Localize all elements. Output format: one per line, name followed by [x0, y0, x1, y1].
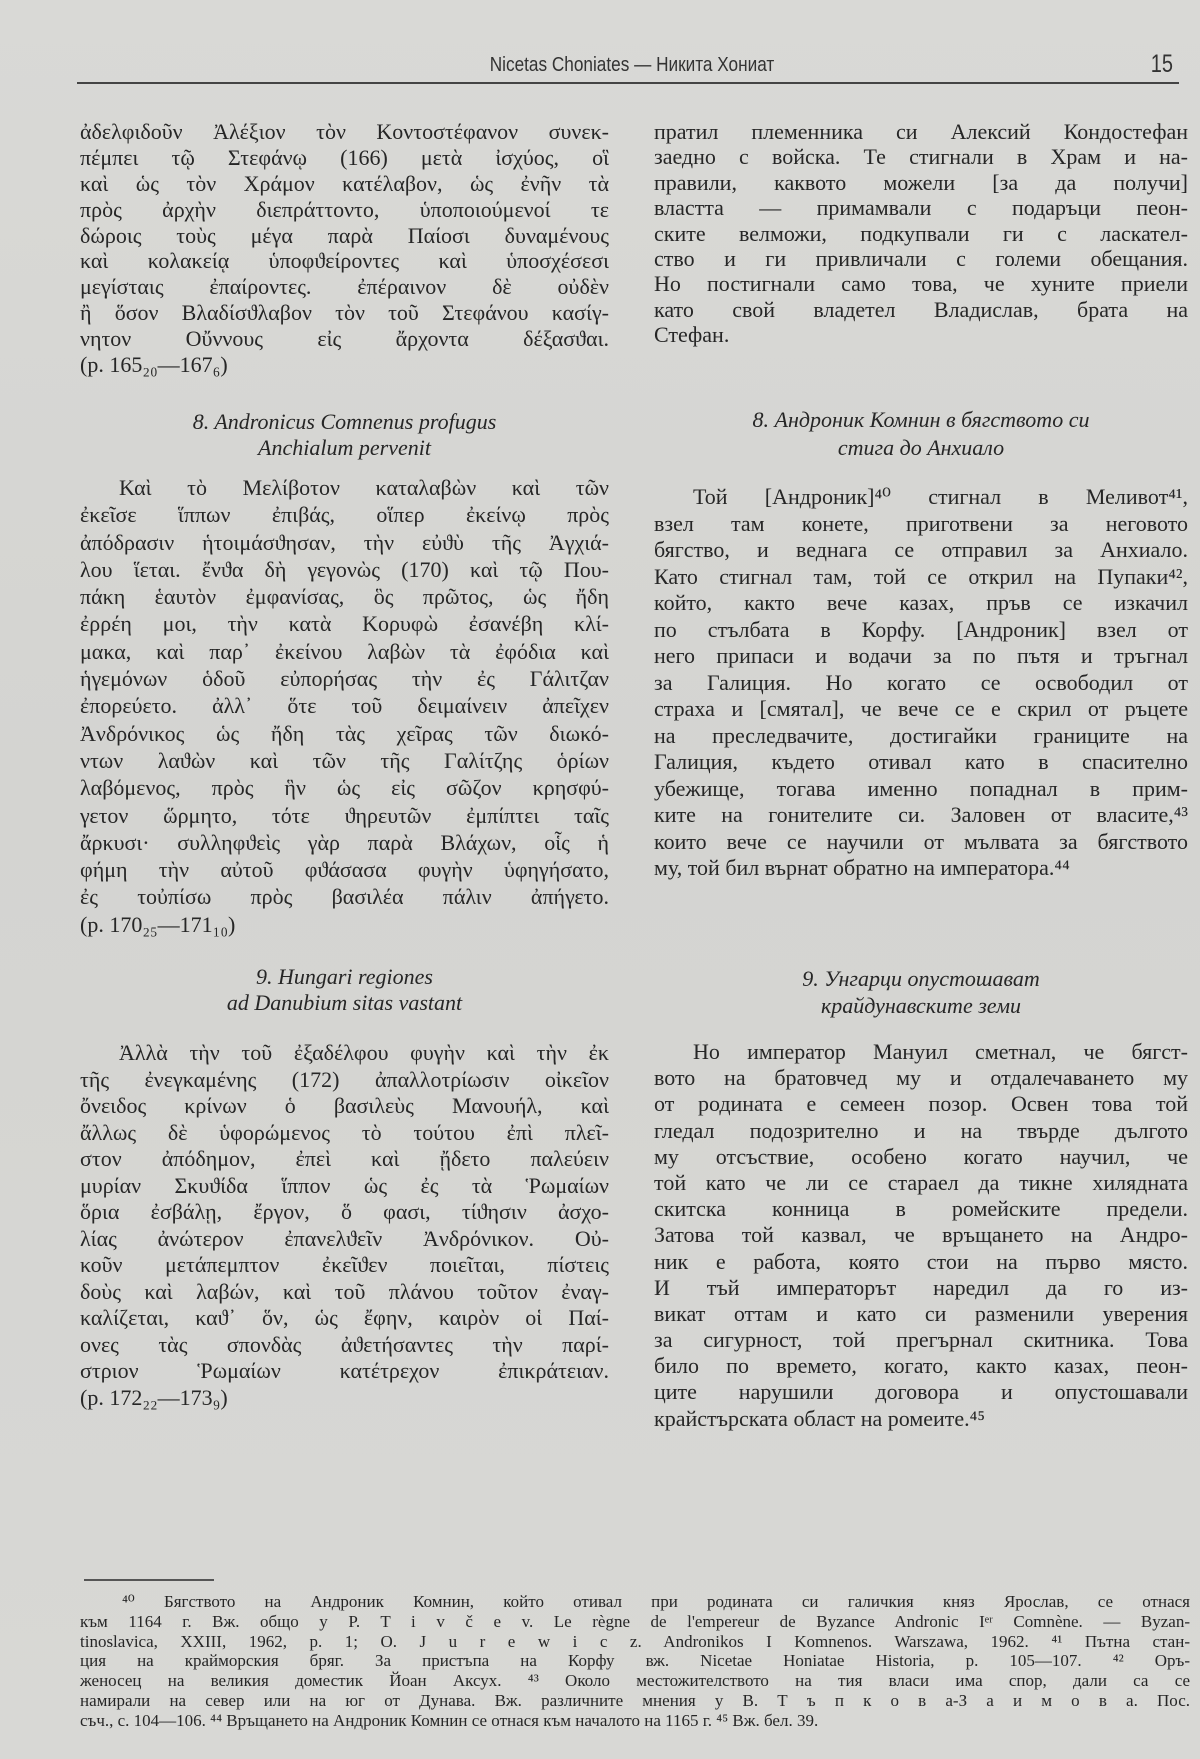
- line-text: 9. Унгарци опустошават: [802, 966, 1040, 991]
- line-text: καὶ κολακείᾳ ὑποφϑείροντες καὶ ὑποσχέσεσι: [80, 248, 609, 274]
- text-line: [654, 696, 1188, 723]
- line-text: към 1164 г. Вж. общо у P. T i v č e v. Le règne de l'empereur de Byzance Andronic Iᵉʳ Comnène. — Byzan-: [80, 1611, 1190, 1631]
- section-heading-bulgarian: [654, 406, 1188, 462]
- line-text: като свой владетел Владислав, брата на: [654, 296, 1188, 322]
- text-line: [654, 511, 1188, 538]
- text-line: [654, 855, 1188, 882]
- line-text: ἐκεῖσε ἵππων ἐπιβάς, οἵπερ ἐκείνῳ πρὸς: [80, 502, 609, 528]
- text-line: [80, 119, 609, 145]
- line-text: ὅρια ἐσβάλῃ, ἔργον, ὅ φασι, τίϑησιν ἀσχο-: [80, 1199, 609, 1224]
- line-text: ἄλλως δὲ ὑφορώμενος τὸ τούτου ἐπὶ πλεῖ-: [80, 1119, 609, 1145]
- line-text: πάκη ἑαυτὸν ἐμφανίσας, ὃς πρῶτος, ὡς ἤδη: [80, 584, 609, 610]
- text-line: [80, 610, 609, 637]
- line-text: ἐρρέη μοι, τὴν κατὰ Κορυφὼ ἐσανέβη κλί-: [80, 611, 609, 637]
- line-text: му, той бил върнат обратно на императора.⁴⁴: [654, 855, 1070, 880]
- text-line: [654, 297, 1188, 322]
- line-text: γετον ὥρμητο, τότε ϑηρευτῶν ἐμπίπτει ταῖς: [80, 802, 609, 828]
- text-line: [654, 1222, 1188, 1248]
- line-text: на преследвачите, достигайки границите на: [654, 722, 1188, 748]
- line-text: ονες τὰς σπονδὰς ἀϑετήσαντες τὴν παρί-: [80, 1331, 609, 1357]
- text-line: [80, 583, 609, 610]
- line-text: λου ἵεται. ἔνϑα δὴ γεγονὼς (170) καὶ τῷ Που-: [80, 556, 609, 582]
- text-line: [80, 1146, 609, 1173]
- line-text: πρὸς ἀρχὴν διεπράττοντο, ὑποποιούμενοί τε: [80, 196, 609, 222]
- line-text: взел там конете, приготвени за неговото: [654, 510, 1188, 536]
- text-line: [80, 501, 609, 528]
- line-text: който, както вече казах, пръв се изкачил: [654, 590, 1188, 615]
- text-line: [80, 856, 609, 883]
- text-line: [80, 1226, 609, 1253]
- text-line: [80, 556, 609, 583]
- line-text: по стълбата в Корфу. [Андроник] взел от: [654, 616, 1188, 642]
- text-line: [654, 749, 1188, 776]
- line-text: νητον Οὔννους εἰς ἄρχοντα δέξασϑαι.: [80, 326, 609, 352]
- text-line: [654, 590, 1188, 617]
- line-text: съч., с. 104—106. ⁴⁴ Връщането на Андроник Комнин се отнася към началото на 1165 г. ⁴⁵ Вж. бел. 39.: [80, 1710, 819, 1730]
- text-line: [654, 322, 1188, 347]
- text-line: [654, 170, 1188, 195]
- text-line: [80, 665, 609, 692]
- text-line: [654, 1327, 1188, 1353]
- line-text: стига до Анхиало: [837, 435, 1005, 460]
- line-text: вото на братовчед му и отдалечаването му: [654, 1065, 1188, 1091]
- line-text: убежище, тогава именно попаднал в прим-: [654, 775, 1188, 801]
- bulgarian-paragraph: [654, 119, 1188, 348]
- text-line: [80, 1691, 1190, 1711]
- line-text: δώροις τοὺς μέγα παρὰ Παίοσι δυναμένους: [80, 222, 609, 248]
- bulgarian-paragraph: [654, 484, 1188, 882]
- line-text: (p. 170₂₅—171₁₀): [80, 911, 236, 937]
- text-line: [80, 1632, 1190, 1652]
- text-line: [80, 326, 609, 352]
- text-line: [80, 990, 609, 1016]
- text-line: [654, 829, 1188, 856]
- line-text: πέμπει τῷ Στεφάνῳ (166) μετὰ ἰσχύος, οἳ: [80, 144, 609, 170]
- text-line: [80, 1120, 609, 1147]
- bulgarian-paragraph: [654, 1039, 1188, 1432]
- text-line: [654, 992, 1188, 1019]
- line-text: 8. Андроник Комнин в бягството си: [752, 407, 1090, 432]
- line-text: му отсъствие, особено когато научил, че: [654, 1143, 1188, 1169]
- line-text: ците нарушили договора и опустошавали: [654, 1379, 1188, 1405]
- line-text: викат оттам и като си разменили уверения: [654, 1300, 1188, 1326]
- text-line: [654, 617, 1188, 644]
- text-line: [80, 1305, 609, 1332]
- text-line: [654, 484, 1188, 511]
- text-line: [654, 1118, 1188, 1144]
- line-text: (p. 172₂₂—173₉): [80, 1384, 228, 1410]
- text-line: [654, 195, 1188, 220]
- footnotes: [80, 1592, 1190, 1731]
- line-text: ad Danubium sitas vastant: [226, 990, 463, 1015]
- text-line: [654, 802, 1188, 829]
- line-text: Ἀλλὰ τὴν τοῦ ἐξαδέλφου φυγὴν καὶ τὴν ἐκ: [119, 1040, 609, 1065]
- text-line: [654, 1379, 1188, 1405]
- text-line: [654, 119, 1188, 144]
- text-line: [80, 829, 609, 856]
- text-line: [654, 643, 1188, 670]
- text-line: [80, 1332, 609, 1359]
- line-text: στον ἀπόδημον, ἐπεὶ καὶ ᾔδετο παλεύειν: [80, 1146, 609, 1171]
- line-text: 9. Hungari regiones: [255, 964, 433, 989]
- text-line: [80, 1651, 1190, 1671]
- text-line: [80, 474, 609, 501]
- line-text: λίας ἀνώτερον ἐπανελϑεῖν Ἀνδρόνικον. Οὐ-: [80, 1225, 609, 1251]
- line-text: И тъй императорът наредил да го из-: [654, 1274, 1188, 1300]
- text-line: [80, 774, 609, 801]
- text-line: [654, 144, 1188, 169]
- line-text: правили, каквото можели [за да получи]: [654, 169, 1188, 195]
- line-text: Но император Мануил сметнал, че бягст-: [693, 1039, 1188, 1064]
- page-number: 15: [1150, 50, 1174, 78]
- greek-paragraph: [80, 474, 609, 938]
- text-line: [80, 692, 609, 719]
- text-line: [80, 802, 609, 829]
- text-line: [80, 964, 609, 990]
- text-line: [654, 271, 1188, 296]
- greek-paragraph: [80, 119, 609, 378]
- line-text: за Галиция. Но когато се освободил от: [654, 669, 1188, 695]
- text-line: [654, 1039, 1188, 1065]
- section-heading-latin: [80, 964, 609, 1016]
- line-text: καλίζεται, καϑ᾽ ὅν, ὡς ἔφην, καιρὸν οἱ Παί-: [80, 1305, 609, 1330]
- text-line: [80, 1358, 609, 1385]
- text-line: [80, 747, 609, 774]
- text-line: [654, 434, 1188, 462]
- line-text: намирали на север или на юг от Дунава. Вж. различните мнения у В. Т ъ п к о в а-З а и м о в а. Пос.: [80, 1690, 1190, 1710]
- running-title: Nicetas Choniates — Никита Хониат: [489, 54, 775, 76]
- line-text: за сигурност, той прегърнал скитника. Това: [654, 1327, 1188, 1353]
- line-text: ник е работа, която стои на първо място.: [654, 1248, 1188, 1274]
- footnote-separator: [84, 1579, 214, 1581]
- text-line: [654, 1065, 1188, 1091]
- text-line: [654, 246, 1188, 271]
- line-text: κοῦν μετάπεμπτον ἐκεῖϑεν ποιεῖται, πίστεις: [80, 1252, 609, 1277]
- text-line: [80, 171, 609, 197]
- line-text: него припаси и водачи за по пътя и тръгнал: [654, 643, 1188, 668]
- line-text: (p. 165₂₀—167₆): [80, 352, 228, 378]
- line-text: ἀπόδρασιν ἡτοιμάσϑησαν, τὴν εὐϑὺ τῆς Ἀγχιά-: [80, 529, 609, 555]
- line-text: крайдунавските земи: [820, 993, 1022, 1018]
- text-line: [654, 1301, 1188, 1327]
- line-text: Но постигнали само това, че хуните приели: [654, 271, 1188, 297]
- text-line: [80, 145, 609, 171]
- text-line: [80, 197, 609, 223]
- greek-paragraph: [80, 1040, 609, 1411]
- text-line: [654, 1091, 1188, 1117]
- line-text: φήμη τὴν αὐτοῦ φϑάσασα φυγὴν ὑφηγήσατο,: [80, 857, 609, 883]
- line-text: λαβόμενος, πρὸς ἣν ὡς εἰς σῶζον κρησφύ-: [80, 775, 609, 801]
- line-text: ἐπορεύετο. ἀλλ᾽ ὅτε τοῦ δειμαίνειν ἀπεῖχεν: [80, 693, 609, 719]
- text-line: [80, 883, 609, 910]
- line-text: пратил племенника си Алексий Кондостефан: [654, 119, 1188, 144]
- text-line: [80, 248, 609, 274]
- line-text: Стефан.: [654, 322, 730, 348]
- text-line: [80, 300, 609, 326]
- line-text: скитска конница в ромейските предели.: [654, 1196, 1188, 1222]
- line-text: било по времето, когато, както казах, пеон-: [654, 1353, 1188, 1379]
- line-text: ство и ги привличали с големи обещания.: [654, 245, 1188, 271]
- line-text: Галиция, където отивал като в спасително: [654, 749, 1188, 774]
- line-text: στριον Ῥωμαίων κατέτρεχον ἐπικράτειαν.: [80, 1358, 609, 1383]
- text-line: [80, 435, 609, 461]
- text-line: [80, 274, 609, 300]
- line-text: властта — примамвали с подаръци пеон-: [654, 195, 1188, 221]
- line-text: от родината е семеен позор. Освен това той: [654, 1091, 1188, 1117]
- line-text: δοὺς καὶ λαβών, καὶ τοῦ πλάνου τοῦτον ἐναγ-: [80, 1278, 609, 1304]
- text-line: [654, 723, 1188, 750]
- text-line: [80, 1385, 609, 1412]
- text-line: [80, 1612, 1190, 1632]
- text-line: [80, 1199, 609, 1226]
- line-text: μακα, καὶ παρ᾽ ἐκείνου λαβὼν τὰ ἐφόδια καὶ: [80, 638, 609, 664]
- line-text: ἢ ὅσον Βλαδίσϑλαβον τὸν τοῦ Στεφάνου κασίγ-: [80, 300, 609, 326]
- line-text: τῆς ἐνεγκαμένης (172) ἀπαλλοτρίωσιν οἰκεῖον: [80, 1066, 609, 1092]
- text-line: [80, 911, 609, 938]
- line-text: ὄνειδος κρίνων ὁ βασιλεὺς Μανουήλ, καὶ: [80, 1093, 609, 1118]
- text-line: [80, 1067, 609, 1094]
- line-text: гледал подозрително и на твърде дългото: [654, 1117, 1188, 1143]
- text-line: [80, 720, 609, 747]
- line-text: Затова той казвал, че връщането на Андро-: [654, 1222, 1188, 1248]
- line-text: ἐς τοὐπίσω πρὸς βασιλέα πάλιν ἀπήγετο.: [80, 884, 609, 910]
- line-text: ция на крайморския бряг. За пристъпа на Корфу вж. Nicetae Honiatae Historia, p. 105—107. ⁴² Оръ-: [80, 1651, 1190, 1671]
- text-line: [654, 965, 1188, 992]
- text-line: [654, 221, 1188, 246]
- line-text: той като че ли се стараел да тикне хилядната: [654, 1169, 1188, 1195]
- line-text: заедно с войска. Те стигнали в Храм и на-: [654, 144, 1188, 170]
- text-line: [80, 1040, 609, 1067]
- text-line: [654, 537, 1188, 564]
- text-line: [80, 1173, 609, 1200]
- text-line: [80, 223, 609, 249]
- text-line: [654, 1406, 1188, 1432]
- line-text: μεγίσταις ἐπαίροντες. ἐπέραινον δὲ οὐδὲν: [80, 274, 609, 300]
- text-line: [80, 1592, 1190, 1612]
- line-text: Ἀνδρόνικος ὡς ἤδη τὰς χεῖρας τῶν διωκό-: [80, 720, 609, 746]
- line-text: καὶ ὡς τὸν Χράμον κατέλαβον, ὡς ἐνῆν τὰ: [80, 170, 609, 196]
- line-text: μυρίαν Σκυϑίδα ἵππον ὡς ἐς τὰ Ῥωμαίων: [80, 1172, 609, 1198]
- text-line: [80, 1279, 609, 1306]
- text-line: [80, 1093, 609, 1120]
- line-text: ките на гонителите си. Заловен от власите,⁴³: [654, 802, 1188, 827]
- line-text: Като стигнал там, той се открил на Пупаки⁴²,: [654, 563, 1188, 589]
- line-text: ἄρκυσι· συλληφϑεὶς γὰρ παρὰ Βλάχων, οἷς ἡ: [80, 829, 609, 855]
- text-line: [654, 1249, 1188, 1275]
- text-line: [654, 1275, 1188, 1301]
- line-text: Той [Андроник]⁴⁰ стигнал в Меливот⁴¹,: [693, 484, 1188, 509]
- text-line: [80, 409, 609, 435]
- line-text: ντων λαϑὼν καὶ τῶν τῆς Γαλίτζης ὁρίων: [80, 747, 609, 773]
- section-heading-bulgarian: [654, 965, 1188, 1019]
- line-text: женосец на великия доместик Йоан Аксух. ⁴³ Около местожителството на тия власи има спор, дали са се: [80, 1671, 1190, 1691]
- section-heading-latin: [80, 409, 609, 461]
- line-text: бягство, и веднага се отправил за Анхиало.: [654, 537, 1188, 562]
- text-line: [654, 406, 1188, 434]
- text-line: [80, 1671, 1190, 1691]
- line-text: които вече се научили от мълвата за бягството: [654, 828, 1188, 854]
- line-text: Καὶ τὸ Μελίβοτον καταλαβὼν καὶ τῶν: [119, 475, 609, 500]
- line-text: ⁴⁰ Бягството на Андроник Комнин, който отивал при родината си галичкия княз Ярослав, се отнася: [122, 1592, 1190, 1611]
- line-text: 8. Andronicus Comnenus profugus: [192, 409, 497, 434]
- header-rule: [77, 82, 1179, 84]
- text-line: [654, 564, 1188, 591]
- text-line: [80, 1252, 609, 1279]
- text-line: [80, 638, 609, 665]
- text-line: [80, 529, 609, 556]
- text-line: [80, 352, 609, 378]
- text-line: [654, 776, 1188, 803]
- line-text: ἀδελφιδοῦν Ἀλέξιον τὸν Κοντοστέφανον συνεκ-: [80, 119, 609, 144]
- text-line: [654, 1144, 1188, 1170]
- text-line: [80, 1711, 1190, 1731]
- line-text: Anchialum pervenit: [258, 435, 431, 460]
- line-text: крайстърската област на ромеите.⁴⁵: [654, 1405, 986, 1431]
- line-text: ἡγεμόνων ὁδοῦ εὐπορήσας τὴν ἐς Γάλιτζαν: [80, 666, 609, 692]
- running-header: [0, 50, 1200, 84]
- line-text: tinoslavica, XXIII, 1962, p. 1; O. J u r e w i c z. Andronikos I Komnenos. Warszawa, 1962. ⁴¹ Пътна стан-: [80, 1631, 1190, 1651]
- text-line: [654, 670, 1188, 697]
- text-line: [654, 1196, 1188, 1222]
- text-line: [654, 1170, 1188, 1196]
- line-text: ските велможи, подкупвали ги с ласкател-: [654, 220, 1188, 246]
- line-text: страха и [смятал], че вече се е скрил от ръцете: [654, 696, 1188, 721]
- text-line: [654, 1353, 1188, 1379]
